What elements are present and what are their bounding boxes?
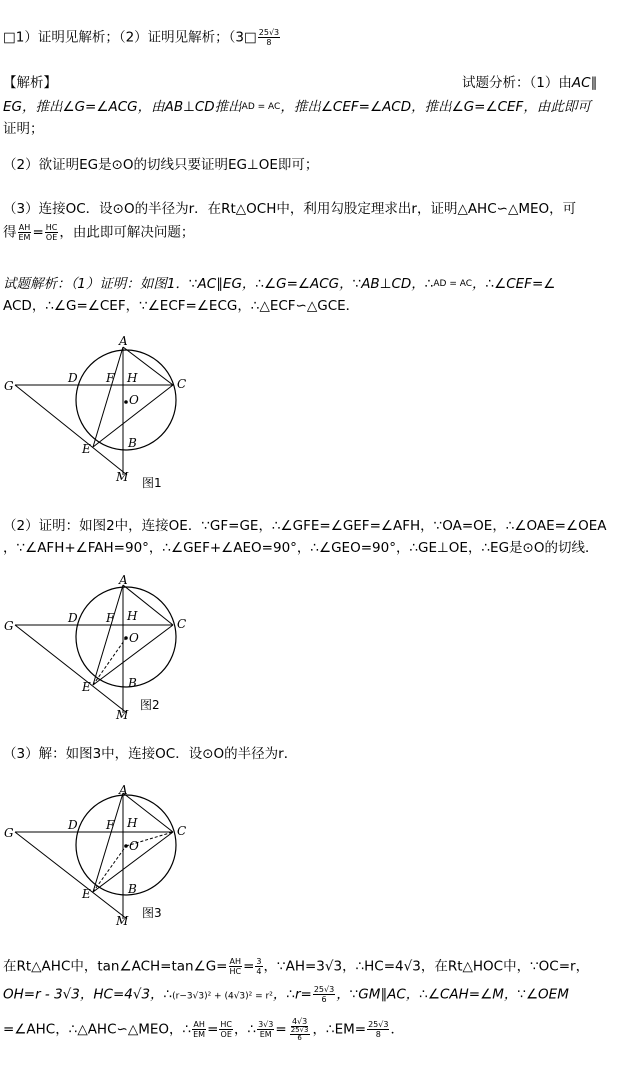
solution-3: （3）解：如图3中，连接OC．设⊙O的半径为r．: [3, 746, 298, 762]
analysis-heading: 试题分析：（1）由AC∥: [462, 75, 598, 91]
svg-text:O: O: [129, 839, 139, 853]
solution-1a: 试题解析：（1）证明：如图1．∵AC∥EG，∴∠G=∠ACG，∵AB⊥CD，∴AD = AC，∴∠CEF=∠: [3, 276, 556, 292]
svg-text:B: B: [128, 676, 137, 690]
svg-text:A: A: [119, 575, 128, 587]
arc-equal-1: AD = AC: [241, 101, 281, 112]
svg-text:E: E: [82, 887, 91, 901]
svg-text:C: C: [177, 617, 187, 631]
analysis-p3b: 得 $\frac{AH}{EM}$ = $\frac{HC}{OE}$ ，由此即可解决问题；: [3, 223, 195, 242]
svg-text:E: E: [82, 680, 91, 694]
figure-caption: 图1: [142, 476, 162, 490]
arc-equal-2: AD = AC: [433, 278, 473, 289]
analysis-p1c: 证明；: [3, 121, 44, 137]
svg-text:F: F: [106, 818, 115, 832]
svg-text:G: G: [4, 619, 14, 633]
calc-line-3: =∠AHC，∴△AHC∽△MEO，∴ $\frac{AH}{EM}$ = $\frac{HC}{OE}$ ，∴ $\frac{3√3}{EM}$ = $\frac{4√3}{\frac{25√3}{6}}$ ，∴EM= $\frac{25√3}{8}$ ．: [3, 1017, 404, 1042]
svg-text:H: H: [127, 816, 138, 830]
svg-text:A: A: [119, 785, 128, 797]
calc-line-2: OH=r - 3√3，HC=4√3，∴(r−3√3)² + (4√3)² = r²，∴r= $\frac{25√3}{6}$ ，∵GM∥AC，∴∠CAH=∠M，∵∠OEM: [3, 985, 569, 1004]
svg-text:D: D: [68, 371, 78, 385]
svg-text:G: G: [4, 379, 14, 393]
answer-fraction: $\frac{25√3}{8}$: [258, 28, 280, 47]
svg-text:O: O: [129, 393, 139, 407]
analysis-p3a: （3）连接OC．设⊙O的半径为r．在Rt△OCH中，利用勾股定理求出r，证明△AHC∽△MEO，可: [3, 201, 577, 217]
solution-1b: ACD，∴∠G=∠CEF，∵∠ECF=∠ECG，∴△ECF∽△GCE．: [3, 298, 360, 314]
svg-text:M: M: [116, 914, 129, 928]
svg-text:A: A: [119, 335, 128, 348]
analysis-p1b: EG，推出∠G=∠ACG，由AB⊥CD推出AD = AC，推出∠CEF=∠ACD，推出∠G=∠CEF，由此即可: [3, 99, 591, 115]
svg-text:O: O: [129, 631, 139, 645]
analysis-p2: （2）欲证明EG是⊙O的切线只要证明EG⊥OE即可；: [3, 157, 319, 173]
svg-text:H: H: [127, 371, 138, 385]
figure-caption: 图3: [142, 906, 162, 920]
svg-text:C: C: [177, 377, 187, 391]
svg-text:G: G: [4, 826, 14, 840]
svg-text:C: C: [177, 824, 187, 838]
figure-3: [0, 785, 200, 930]
svg-text:M: M: [116, 708, 129, 722]
figure-caption: 图2: [140, 698, 160, 712]
svg-text:M: M: [116, 470, 129, 484]
solution-2b: ，∵∠AFH+∠FAH=90°，∴∠GEF+∠AEO=90°，∴∠GEO=90°，∴GE⊥OE，∴EG是⊙O的切线．: [3, 540, 599, 556]
svg-text:E: E: [82, 442, 91, 456]
svg-text:F: F: [106, 611, 115, 625]
solution-2a: （2）证明：如图2中，连接OE．∵GF=GE，∴∠GFE=∠GEF=∠AFH，∵OA=OE，∴∠OAE=∠OEA: [3, 518, 607, 534]
svg-text:D: D: [68, 611, 78, 625]
svg-text:D: D: [68, 818, 78, 832]
calc-line-1: 在Rt△AHC中，tan∠ACH=tan∠G= $\frac{AH}{HC}$ = $\frac{3}{4}$ ，∵AH=3√3，∴HC=4√3，在Rt△HOC中，∵OC=r，: [3, 957, 590, 976]
svg-text:H: H: [127, 609, 138, 623]
svg-text:F: F: [106, 371, 115, 385]
svg-text:B: B: [128, 436, 137, 450]
figure-1: [0, 335, 200, 495]
answer-line: [3, 28, 281, 47]
answer-text: □1）证明见解析；（2）证明见解析；（3□: [3, 29, 257, 46]
svg-text:B: B: [128, 882, 137, 896]
figure-2: [0, 575, 200, 725]
analysis-title: 【解析】: [3, 75, 57, 91]
